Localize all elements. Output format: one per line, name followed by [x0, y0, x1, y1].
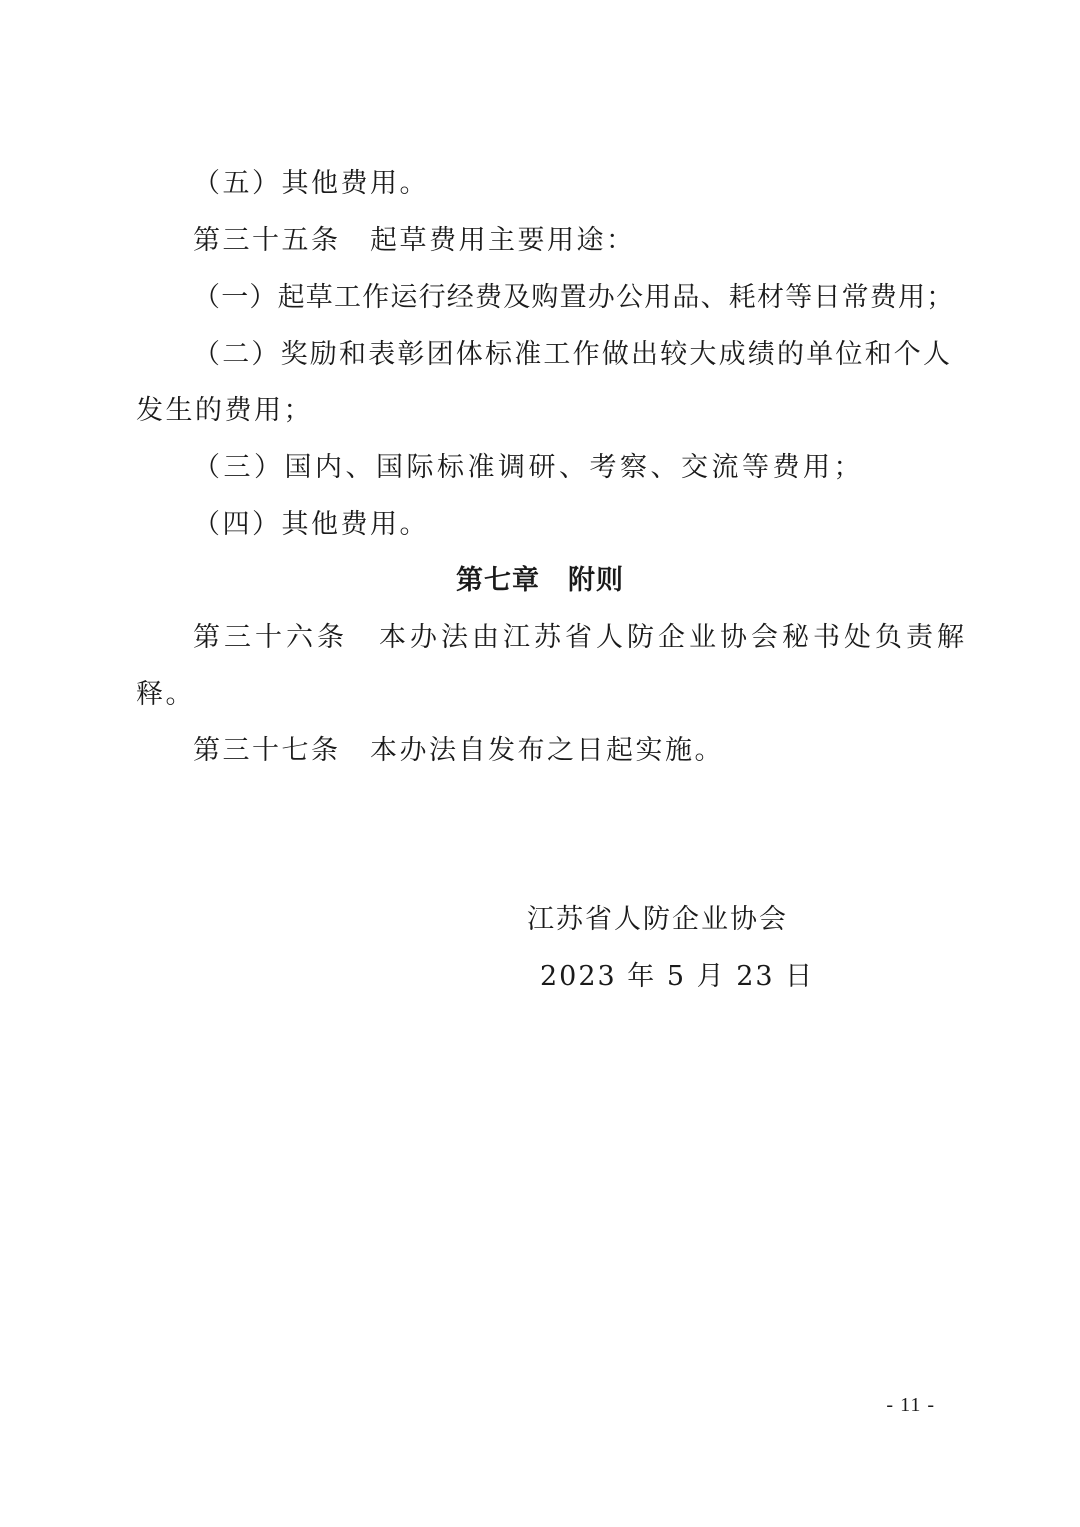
article-35-item-2-continued: 发生的费用；	[136, 395, 313, 426]
article-35-item-4: （四）其他费用。	[193, 509, 429, 540]
article-36: 第三十六条 本办法由江苏省人防企业协会秘书处负责解	[193, 622, 968, 653]
article-35-item-2: （二）奖励和表彰团体标准工作做出较大成绩的单位和个人	[193, 339, 953, 370]
page-number: - 11 -	[886, 1394, 935, 1416]
article-35-item-3: （三）国内、国际标准调研、考察、交流等费用；	[193, 452, 864, 483]
signature-organization: 江苏省人防企业协会	[527, 904, 788, 935]
chapter-heading: 第七章 附则	[456, 565, 624, 596]
article-37: 第三十七条 本办法自发布之日起实施。	[193, 735, 724, 766]
signature-date: 2023 年 5 月 23 日	[540, 961, 815, 992]
article-35: 第三十五条 起草费用主要用途：	[193, 225, 636, 256]
article-35-item-1: （一）起草工作运行经费及购置办公用品、耗材等日常费用；	[193, 282, 955, 313]
paragraph-item-5: （五）其他费用。	[193, 168, 429, 199]
article-36-continued: 释。	[136, 679, 195, 710]
